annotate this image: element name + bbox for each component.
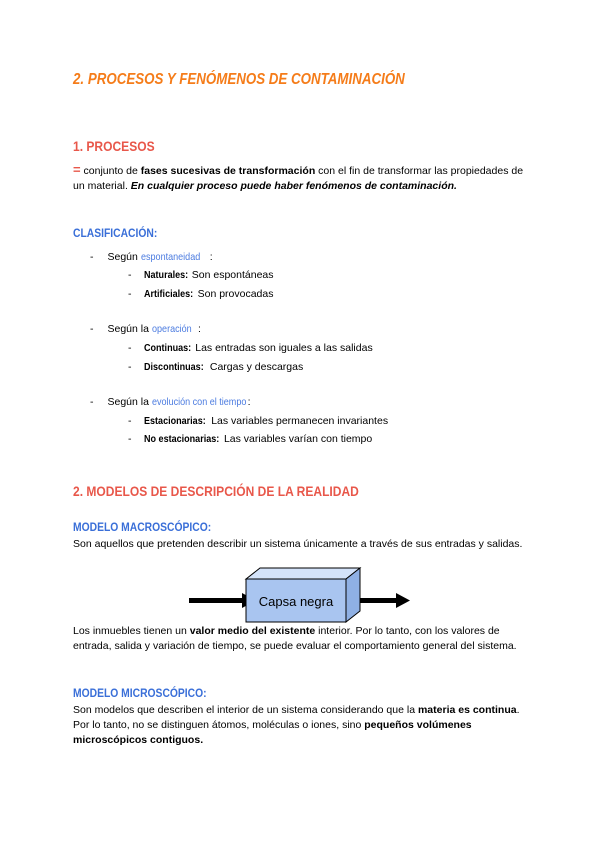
box-label: Capsa negra: [258, 594, 334, 609]
list-item: - Continuas: Las entradas son iguales a las salidas: [128, 342, 373, 354]
group-operacion: - Según la operación :: [90, 323, 201, 335]
list-item: - Artificiales: Son provocadas: [128, 288, 274, 300]
list-item: - Naturales: Son espontáneas: [128, 269, 274, 281]
section-heading-modelos: 2. MODELOS DE DESCRIPCIÓN DE LA REALIDAD: [73, 483, 359, 499]
section-heading-procesos: 1. PROCESOS: [73, 138, 155, 154]
list-item: - Discontinuas: Cargas y descargas: [128, 361, 304, 373]
procesos-definition: = conjunto de fases sucesivas de transformación con el fin de transformar las propiedades de un material. En cualquier proceso puede haber fenómenos de contaminación.: [73, 162, 524, 192]
micro-text: Son modelos que describen el interior de un sistema considerando que la materia es continua. Por lo tanto, no se distinguen átomos, moléculas o iones, sino pequeños volúmenes microscópicos contiguos.: [73, 704, 520, 746]
micro-heading: MODELO MICROSCÓPICO:: [73, 686, 207, 700]
black-box-diagram: [186, 565, 416, 625]
group-evolucion: - Según la evolución con el tiempo:: [90, 396, 251, 408]
macro-text: Son aquellos que pretenden describir un sistema únicamente a través de sus entradas y salidas.: [73, 538, 523, 550]
clasificacion-heading: CLASIFICACIÓN:: [73, 226, 158, 240]
macro-heading: MODELO MACROSCÓPICO:: [73, 520, 212, 534]
macro-paragraph-2: Los inmuebles tienen un valor medio del existente interior. Por lo tanto, con los valores de entrada, salida y variación de tiempo, se puede evaluar el comportamiento general del sistema.: [73, 625, 517, 652]
list-item: - No estacionarias: Las variables varían con tiempo: [128, 433, 373, 445]
list-item: - Estacionarias: Las variables permanecen invariantes: [128, 415, 389, 427]
group-espontaneidad: - Según espontaneidad :: [90, 251, 213, 263]
capsa-negra-box: [246, 568, 360, 622]
page-title: 2. PROCESOS Y FENÓMENOS DE CONTAMINACIÓN: [73, 71, 405, 88]
equals-symbol: =: [73, 162, 81, 177]
